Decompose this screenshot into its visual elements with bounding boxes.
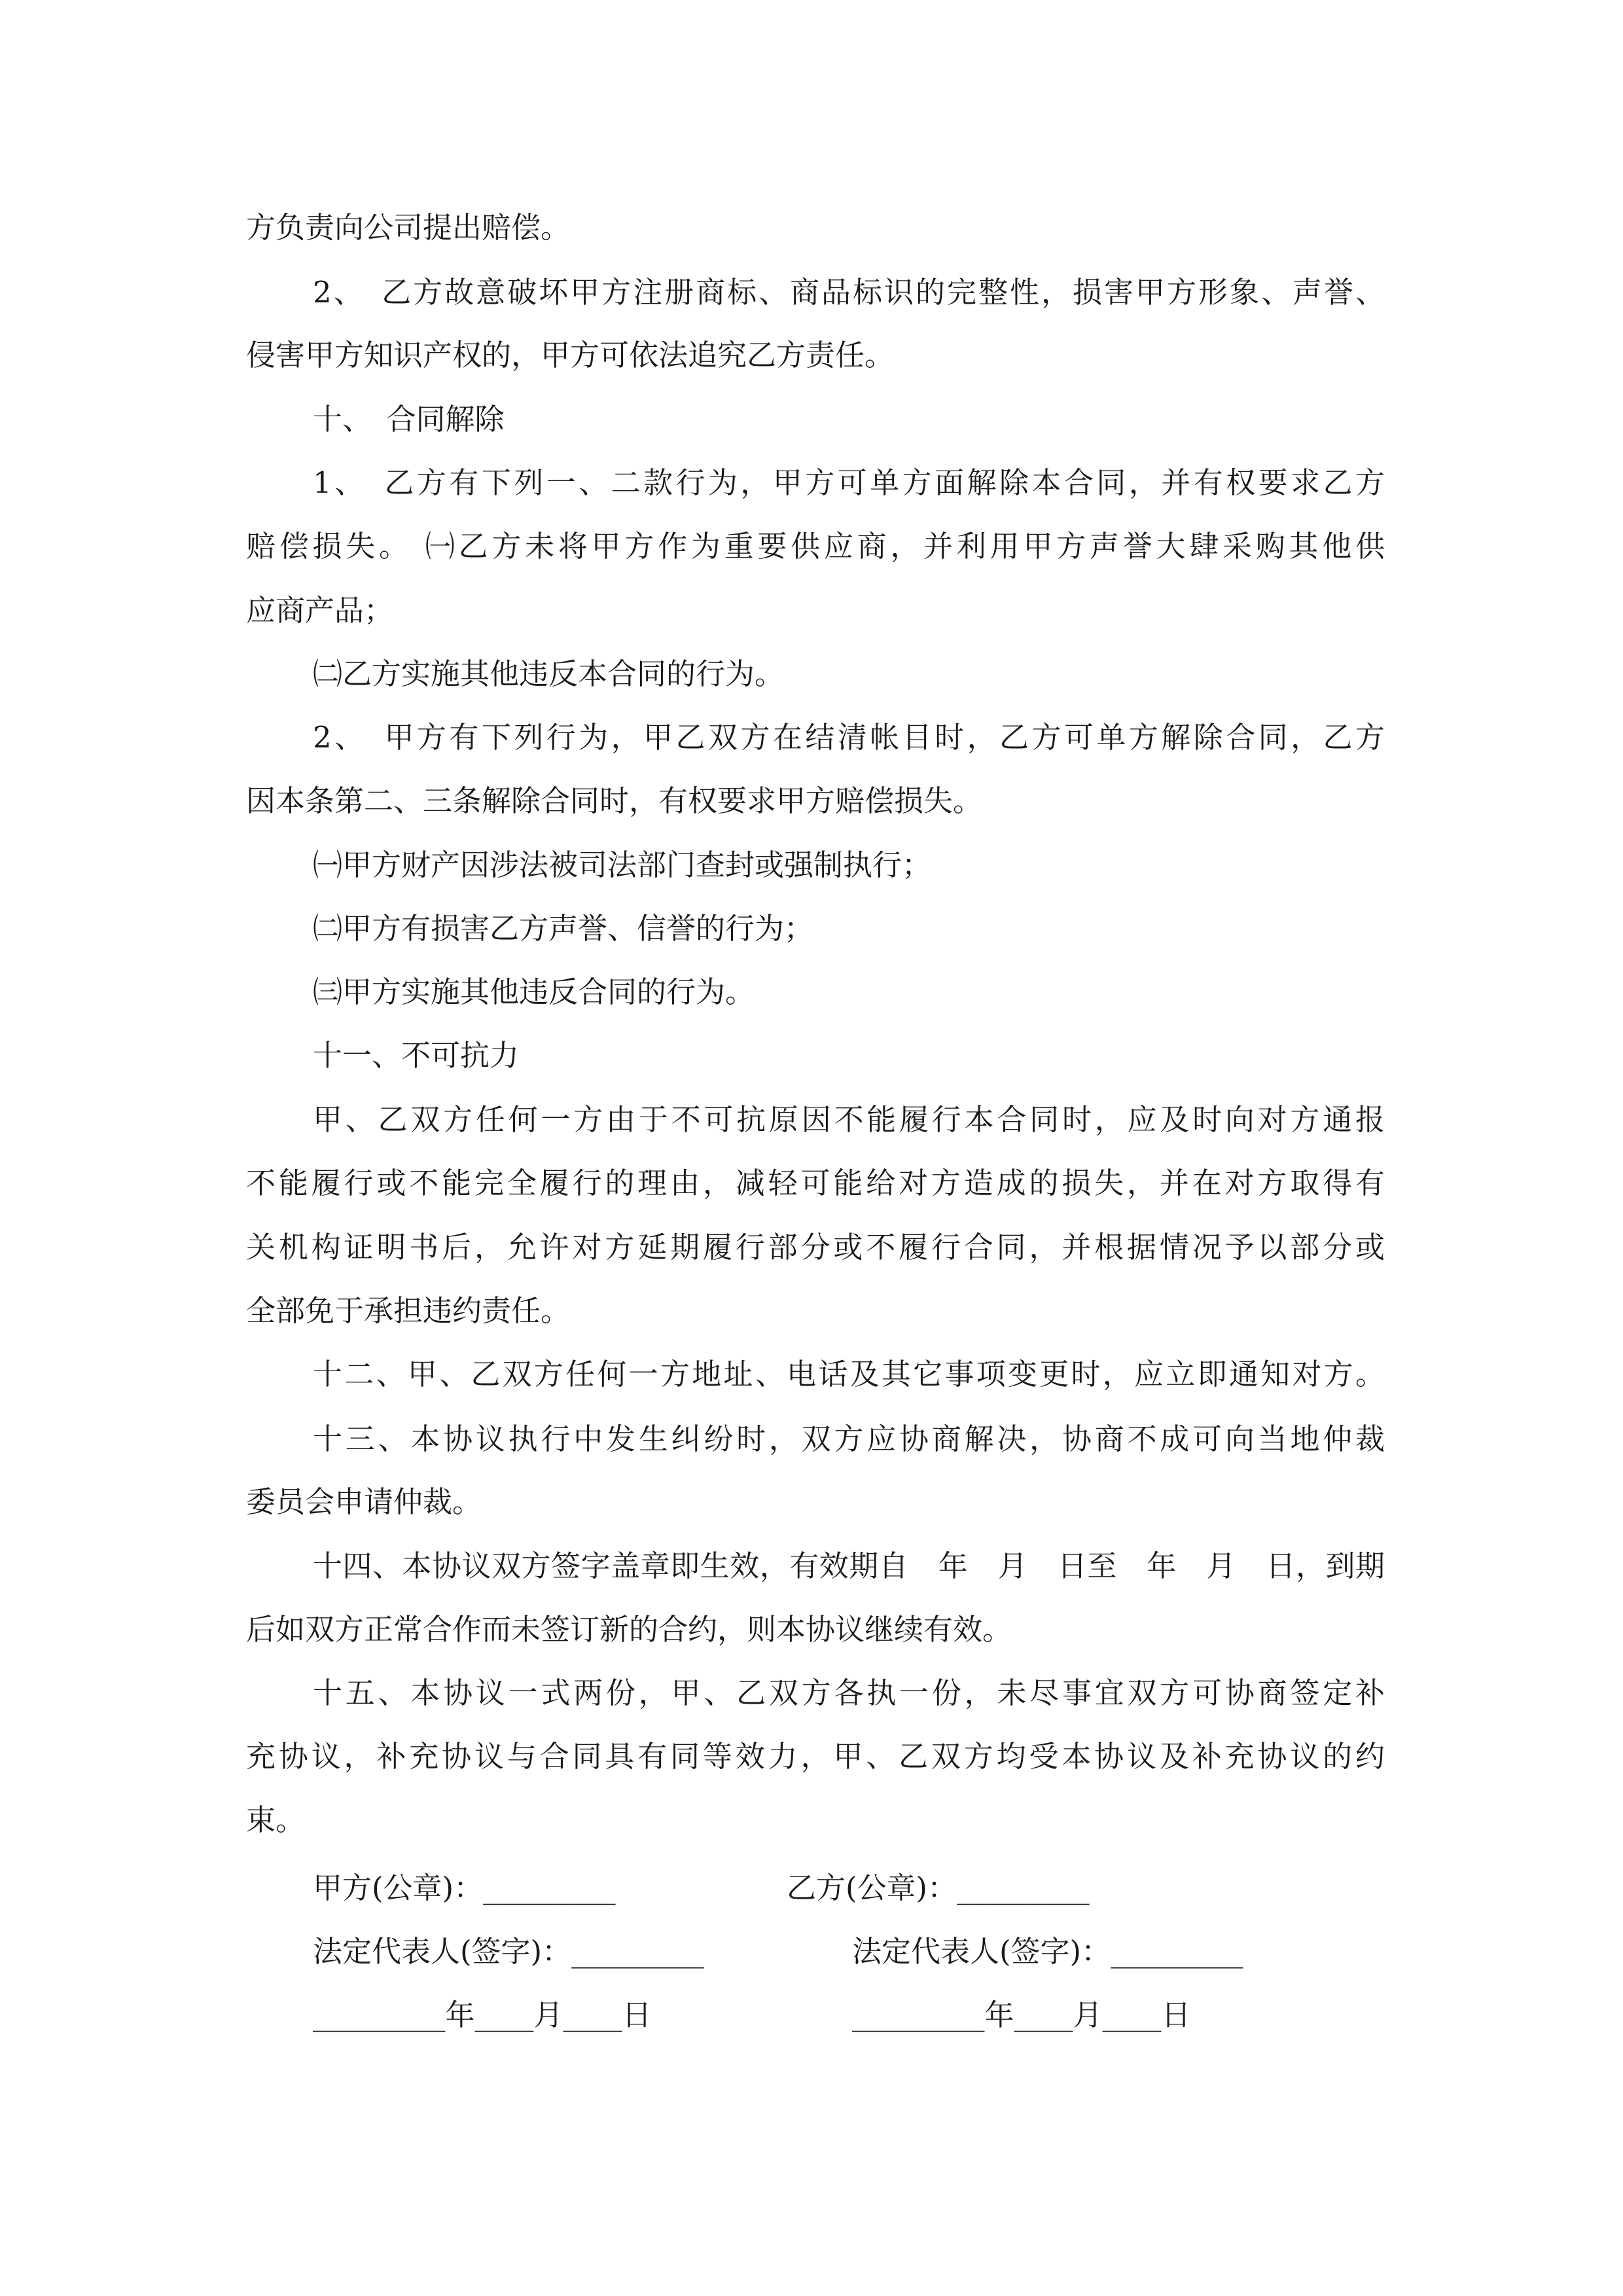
text-line: ㈡甲方有损害乙方声誉、信誉的行为；	[313, 911, 814, 946]
text-line: 后如双方正常合作而未签订新的合约，则本协议继续有效。	[246, 1612, 1012, 1647]
text-line: 甲、乙双方任何一方由于不可抗原因不能履行本合同时，应及时向对方通报	[313, 1102, 1385, 1137]
text-line: 充协议，补充协议与合同具有同等效力，甲、乙双方均受本协议及补充协议的约	[246, 1739, 1385, 1774]
text-line: ㈠甲方财产因涉法被司法部门查封或强制执行；	[313, 848, 932, 882]
party-a-seal-field: 甲方(公章)：_________	[313, 1871, 616, 1905]
text-line: 委员会申请仲裁。	[246, 1484, 482, 1519]
section-heading: 十一、不可抗力	[313, 1038, 520, 1073]
text-line: 1、 乙方有下列一、二款行为，甲方可单方面解除本合同，并有权要求乙方	[313, 465, 1385, 500]
party-b-seal-field: 乙方(公章)：_________	[787, 1871, 1090, 1905]
section-heading: 十、 合同解除	[313, 402, 505, 437]
text-line: 方负责向公司提出赔偿。	[246, 210, 571, 245]
text-line: 束。	[246, 1803, 306, 1837]
party-a-date-field: _________年____月____日	[313, 1998, 652, 2032]
party-b-representative-field: 法定代表人(签字)：_________	[852, 1934, 1243, 1969]
text-line: 十二、甲、乙双方任何一方地址、电话及其它事项变更时，应立即通知对方。	[313, 1357, 1385, 1391]
text-line: 全部免于承担违约责任。	[246, 1293, 571, 1328]
text-line: 2、 甲方有下列行为，甲乙双方在结清帐目时，乙方可单方解除合同，乙方	[313, 720, 1385, 755]
text-line: 赔偿损失。 ㈠乙方未将甲方作为重要供应商，并利用甲方声誉大肆采购其他供	[246, 529, 1385, 564]
party-a-representative-field: 法定代表人(签字)：_________	[313, 1934, 704, 1969]
text-line: 关机构证明书后，允许对方延期履行部分或不履行合同，并根据情况予以部分或	[246, 1230, 1385, 1265]
text-line: 2、 乙方故意破坏甲方注册商标、商品标识的完整性，损害甲方形象、声誉、	[313, 275, 1385, 310]
text-line: 侵害甲方知识产权的，甲方可依法追究乙方责任。	[246, 338, 895, 372]
text-line: 应商产品；	[246, 593, 394, 628]
text-line: 不能履行或不能完全履行的理由，减轻可能给对方造成的损失，并在对方取得有	[246, 1166, 1385, 1200]
text-line: 十四、本协议双方签字盖章即生效，有效期自 年 月 日至 年 月 日，到期	[313, 1549, 1385, 1583]
text-line: 十五、本协议一式两份，甲、乙双方各执一份，未尽事宜双方可协商签定补	[313, 1676, 1385, 1710]
text-line: 因本条第二、三条解除合同时，有权要求甲方赔偿损失。	[246, 783, 983, 818]
text-line: 十三、本协议执行中发生纠纷时，双方应协商解决，协商不成可向当地仲裁	[313, 1422, 1385, 1456]
party-b-date-field: _________年____月____日	[852, 1998, 1191, 2032]
text-line: ㈡乙方实施其他违反本合同的行为。	[313, 656, 785, 691]
text-line: ㈢甲方实施其他违反合同的行为。	[313, 975, 755, 1009]
